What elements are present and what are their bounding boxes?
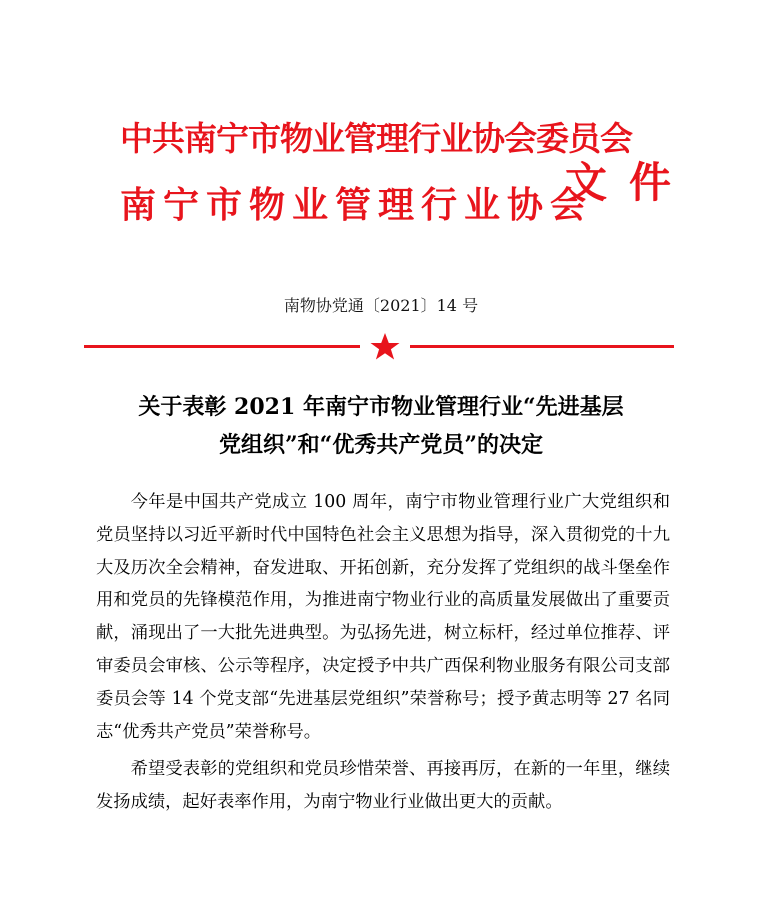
- body-paragraph: 今年是中国共产党成立 100 周年，南宁市物业管理行业广大党组织和党员坚持以习近平新时代中国特色社会主义思想为指导，深入贯彻党的十九大及历次全会精神，奋发进取、开拓创新，充分发挥了党组织的战斗堡垒作用和党员的先锋模范作用，为推进南宁物业行业的高质量发展做出了重要贡献，涌现出了一大批先进典型。为弘扬先进，树立标杆，经过单位推荐、评审委员会审核、公示等程序，决定授予中共广西保利物业服务有限公司支部委员会等 14 个党支部“先进基层党组织”荣誉称号；授予黄志明等 27 名同志“优秀共产党员”荣誉称号。: [96, 492, 670, 742]
- separator-line-right: [410, 345, 674, 348]
- issuer-association: 南宁市物业管理行业协会: [120, 185, 594, 226]
- title-line-1: 关于表彰 2021 年南宁市物业管理行业“先进基层: [138, 394, 624, 420]
- document-label: 文件: [565, 158, 694, 207]
- title-line-2: 党组织”和“优秀共产党员”的决定: [219, 432, 543, 458]
- star-icon: [365, 331, 405, 361]
- document-body: [96, 486, 670, 819]
- document-title: [0, 388, 762, 464]
- body-paragraph: 希望受表彰的党组织和党员珍惜荣誉、再接再厉，在新的一年里，继续发扬成绩，起好表率作用，为南宁物业行业做出更大的贡献。: [96, 759, 670, 813]
- separator-line-left: [84, 345, 360, 348]
- issuer-party-committee: 中共南宁市物业管理行业协会委员会: [120, 119, 632, 158]
- document-number: 南物协党通〔2021〕14 号: [283, 296, 479, 315]
